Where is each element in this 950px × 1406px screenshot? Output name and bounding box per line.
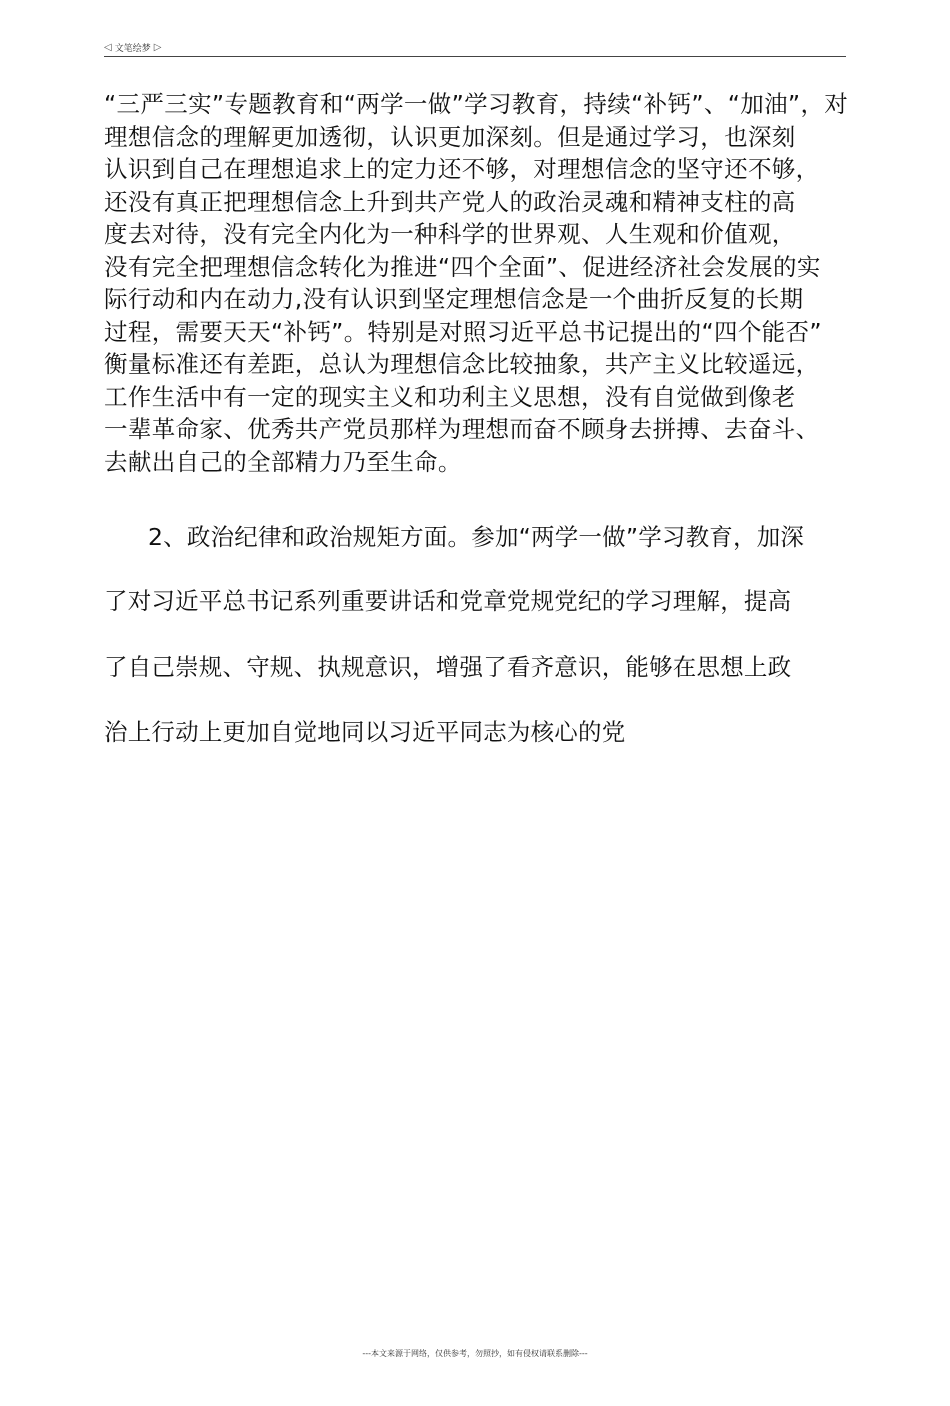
page-footer: ---本文来源于网络，仅供参考，勿照抄，如有侵权请联系删除--- xyxy=(362,1349,588,1358)
page-header xyxy=(104,38,846,57)
right-triangle-icon: ▷ xyxy=(153,41,162,53)
text-line: 2、政治纪律和政治规矩方面。参加“两学一做”学习教育，加深 xyxy=(148,523,805,551)
text-line: 了自己崇规、守规、执规意识，增强了看齐意识，能够在思想上政 xyxy=(104,653,792,681)
text-line: 衡量标准还有差距，总认为理想信念比较抽象，共产主义比较遥远， xyxy=(104,350,820,378)
text-line: 一辈革命家、优秀共产党员那样为理想而奋不顾身去拼搏、去奋斗、 xyxy=(104,415,820,443)
paragraph-ideals-beliefs xyxy=(104,88,874,478)
header-title: 文笔绘梦 xyxy=(114,43,151,54)
text-line: 工作生活中有一定的现实主义和功利主义思想，没有自觉做到像老 xyxy=(104,382,796,411)
text-line: 没有完全把理想信念转化为推进“四个全面”、促进经济社会发展的实 xyxy=(104,252,821,281)
text-line: 认识到自己在理想追求上的定力还不够，对理想信念的坚守还不够， xyxy=(104,155,820,183)
text-line: 去献出自己的全部精力乃至生命。 xyxy=(104,447,462,476)
text-line: 还没有真正把理想信念上升到共产党人的政治灵魂和精神支柱的高 xyxy=(104,187,796,216)
text-line: 理想信念的理解更加透彻，认识更加深刻。但是通过学习，也深刻 xyxy=(104,122,796,151)
left-triangle-icon: ◁ xyxy=(104,41,112,53)
text-line: 治上行动上更加自觉地同以习近平同志为核心的党 xyxy=(104,718,626,746)
text-line: 过程，需要天天“补钙”。特别是对照习近平总书记提出的“四个能否” xyxy=(104,317,822,346)
text-line: 了对习近平总书记系列重要讲话和党章党规党纪的学习理解，提高 xyxy=(104,587,792,615)
text-line: 际行动和内在动力,没有认识到坚定理想信念是一个曲折反复的长期 xyxy=(104,285,804,313)
text-line: “三严三实”专题教育和“两学一做”学习教育，持续“补钙”、“加油”，对 xyxy=(104,90,849,118)
text-line: 度去对待，没有完全内化为一种科学的世界观、人生观和价值观， xyxy=(104,220,796,248)
